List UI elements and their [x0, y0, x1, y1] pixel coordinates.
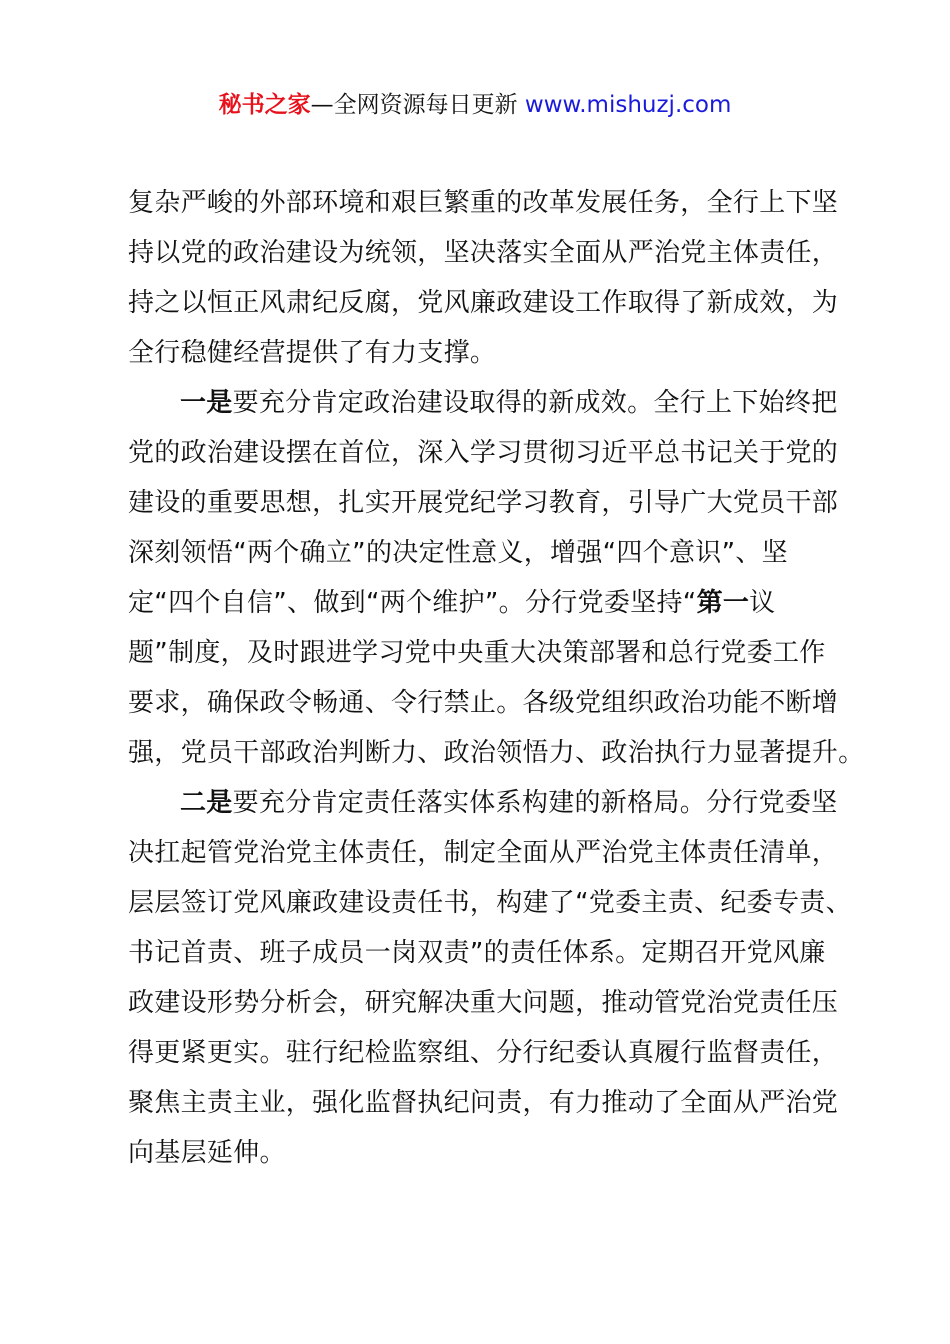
text-segment: 向基层延伸。 — [128, 1138, 286, 1168]
text-segment: 建设的重要思想，扎实开展党纪学习教育，引导广大党员干部 — [128, 488, 839, 518]
text-line — [128, 928, 828, 978]
text-segment: 得更紧更实。驻行纪检监察组、分行纪委认真履行监督责任， — [128, 1038, 839, 1068]
text-segment: 强，党员干部政治判断力、政治领悟力、政治执行力显著提升。 — [128, 738, 865, 768]
text-segment: 政建设形势分析会，研究解决重大问题，推动管党治党责任压 — [128, 988, 839, 1018]
text-line — [128, 978, 839, 1028]
text-line — [128, 178, 839, 228]
text-line — [128, 728, 865, 778]
text-line — [128, 278, 839, 328]
bold-text: 一是 — [180, 388, 233, 418]
text-line — [128, 878, 852, 928]
text-segment: 持以党的政治建设为统领，坚决落实全面从严治党主体责任， — [128, 238, 839, 268]
text-line — [128, 228, 839, 278]
text-line — [128, 428, 839, 478]
text-segment: 要充分肯定政治建设取得的新成效。全行上下始终把 — [232, 388, 838, 418]
site-url: www.mishuzj.com — [524, 92, 732, 118]
text-segment: 定“四个自信”、做到“两个维护”。分行党委坚持“ — [128, 588, 697, 618]
text-segment: 要求，确保政令畅通、令行禁止。各级党组织政治功能不断增 — [128, 688, 839, 718]
text-line — [128, 1028, 839, 1078]
text-segment: 深刻领悟“两个确立”的决定性意义，增强“四个意识”、坚 — [128, 538, 788, 568]
text-segment: 层层签订党风廉政建设责任书，构建了“党委主责、纪委专责、 — [128, 888, 852, 918]
text-segment: 书记首责、班子成员一岗双责”的责任体系。定期召开党风廉 — [128, 938, 826, 968]
text-line — [128, 328, 828, 378]
paragraph-start-line — [128, 378, 838, 428]
page-header — [0, 88, 950, 122]
text-segment: 决扛起管党治党主体责任，制定全面从严治党主体责任清单， — [128, 838, 839, 868]
text-line — [128, 1128, 828, 1178]
brand-name: 秘书之家 — [218, 92, 311, 118]
text-line — [128, 528, 828, 578]
text-segment: 党的政治建设摆在首位，深入学习贯彻习近平总书记关于党的 — [128, 438, 839, 468]
text-segment: 议 — [749, 588, 776, 618]
header-tagline: —全网资源每日更新 — [310, 92, 525, 118]
text-line — [128, 478, 839, 528]
text-segment: 持之以恒正风肃纪反腐，党风廉政建设工作取得了新成效，为 — [128, 288, 839, 318]
paragraph-start-line — [128, 778, 838, 828]
text-segment: 聚焦主责主业，强化监督执纪问责，有力推动了全面从严治党 — [128, 1088, 839, 1118]
text-line — [128, 1078, 839, 1128]
document-body — [128, 178, 865, 1178]
text-segment: 全行稳健经营提供了有力支撑。 — [128, 338, 497, 368]
text-segment: 题”制度，及时跟进学习党中央重大决策部署和总行党委工作 — [128, 638, 826, 668]
text-segment: 复杂严峻的外部环境和艰巨繁重的改革发展任务，全行上下坚 — [128, 188, 839, 218]
text-line — [128, 628, 828, 678]
text-line — [128, 828, 839, 878]
text-line — [128, 678, 839, 728]
bold-text: 二是 — [180, 788, 233, 818]
bold-text: 第一 — [696, 588, 750, 618]
text-line — [128, 578, 828, 628]
text-segment: 要充分肯定责任落实体系构建的新格局。分行党委坚 — [232, 788, 838, 818]
